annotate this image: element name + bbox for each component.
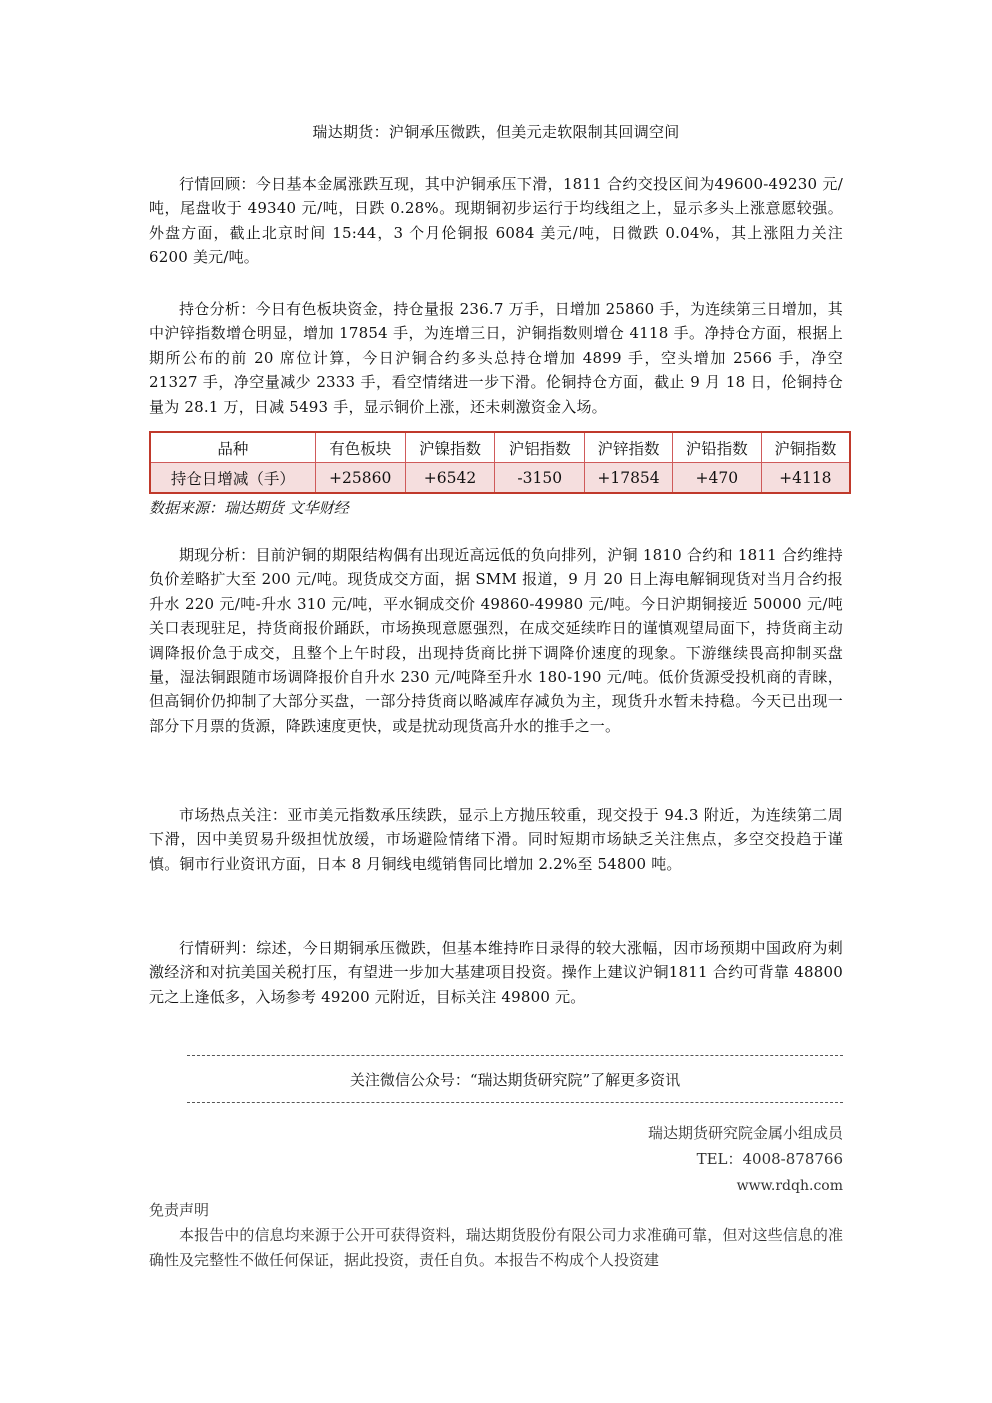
market-review-paragraph: 行情回顾：今日基本金属涨跌互现，其中沪铜承压下滑，1811 合约交投区间为49600-49230 元/吨，尾盘收于 49340 元/吨，日跌 0.28%。现期铜初步运行于均线组之上，显示多头上涨意愿较强。外盘方面，截止北京时间 15:44，3 个月伦铜报 6084 美元/吨，日微跌 0.04%，其上涨阻力关注 6200 美元/吨。	[149, 175, 843, 267]
website-link[interactable]: www.rdqh.com	[736, 1178, 843, 1194]
table-header-cell: 品种	[150, 432, 315, 463]
disclaimer-text: 本报告中的信息均来源于公开可获得资料，瑞达期货股份有限公司力求准确可靠，但对这些信息的准确性及完整性不做任何保证，据此投资，责任自负。本报告不构成个人投资建	[149, 1226, 843, 1269]
dashed-divider-top	[187, 1055, 843, 1056]
table-cell: -3150	[495, 463, 585, 494]
table-cell: +6542	[405, 463, 495, 494]
position-analysis-paragraph: 持仓分析：今日有色板块资金，持仓量报 236.7 万手，日增加 25860 手，为连续第三日增加，其中沪锌指数增仓明显，增加 17854 手，为连增三日，沪铜指数则增仓 4118 手。净持仓方面，根据上期所公布的前 20 席位计算，今日沪铜合约多头总持仓增加 4899 手，空头增加 2566 手，净空 21327 手，净空量减少 2333 手，看空情绪进一步下滑。伦铜持仓方面，截止 9 月 18 日，伦铜持仓量为 28.1 万，日减 5493 手，显示铜价上涨，还未刺激资金入场。	[149, 300, 843, 416]
spot-analysis-paragraph: 期现分析：目前沪铜的期限结构偶有出现近高远低的负向排列，沪铜 1810 合约和 1811 合约维持负价差略扩大至 200 元/吨。现货成交方面，据 SMM 报道，9 月 20 日上海电解铜现货对当月合约报升水 220 元/吨-升水 310 元/吨，平水铜成交价 49860-49980 元/吨。今日沪期铜接近 50000 元/吨关口表现驻足，持货商报价踊跃，市场换现意愿强烈，在成交延续昨日的谨慎观望局面下，持货商主动调降报价急于成交，且整个上午时段，出现持货商比拼下调降价速度的现象。下游继续畏高抑制买盘量，湿法铜跟随市场调降报价自升水 230 元/吨降至升水 180-190 元/吨。低价货源受投机商的青睐，但高铜价仍抑制了大部分买盘，一部分持货商以略减库存减负为主，现货升水暂未持稳。今天已出现一部分下月票的货源，降跌速度更快，或是扰动现货高升水的推手之一。	[149, 546, 843, 735]
table-cell: +470	[672, 463, 761, 494]
table-header-cell: 沪镍指数	[405, 432, 495, 463]
table-cell: +4118	[761, 463, 850, 494]
table-cell: +17854	[585, 463, 673, 494]
table-row	[150, 463, 850, 494]
market-judgement-paragraph: 行情研判：综述，今日期铜承压微跌，但基本维持昨日录得的较大涨幅，因市场预期中国政府为刺激经济和对抗美国关税打压，有望进一步加大基建项目投资。操作上建议沪铜1811 合约可背靠 48800 元之上逢低多，入场参考 49200 元附近，目标关注 49800 元。	[149, 939, 843, 1006]
table-cell: +25860	[315, 463, 405, 494]
table-header-cell: 有色板块	[315, 432, 405, 463]
wechat-follow-notice: 关注微信公众号：“瑞达期货研究院”了解更多资讯	[349, 1071, 681, 1089]
phone-number: TEL：4008-878766	[696, 1150, 843, 1168]
table-row-label: 持仓日增减（手）	[150, 463, 315, 494]
dashed-divider-bottom	[187, 1102, 843, 1103]
table-header-cell: 沪铜指数	[761, 432, 850, 463]
table-header-cell: 沪铅指数	[672, 432, 761, 463]
table-header-cell: 沪铝指数	[495, 432, 585, 463]
team-signature: 瑞达期货研究院金属小组成员	[647, 1124, 843, 1142]
table-header-row	[150, 432, 850, 463]
position-change-table	[149, 431, 851, 494]
disclaimer-title: 免责声明	[149, 1201, 210, 1219]
report-title: 瑞达期货：沪铜承压微跌，但美元走软限制其回调空间	[312, 123, 680, 141]
data-source-note: 数据来源：瑞达期货 文华财经	[149, 499, 349, 517]
market-hotspot-paragraph: 市场热点关注：亚市美元指数承压续跌，显示上方抛压较重，现交投于 94.3 附近，为连续第二周下滑，因中美贸易升级担忧放缓，市场避险情绪下滑。同时短期市场缺乏关注焦点，多空交投趋于谨慎。铜市行业资讯方面，日本 8 月铜线电缆销售同比增加 2.2%至 54800 吨。	[149, 806, 843, 873]
table-header-cell: 沪锌指数	[585, 432, 673, 463]
